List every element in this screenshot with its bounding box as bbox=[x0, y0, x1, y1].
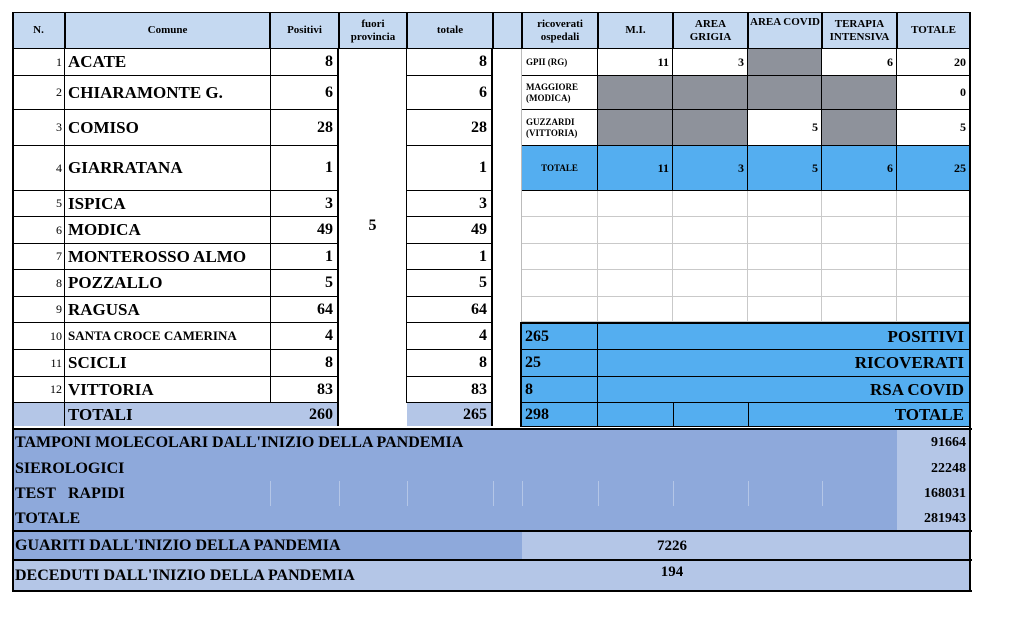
empty-cell bbox=[822, 270, 897, 297]
empty-cell bbox=[673, 270, 748, 297]
comune-name: POZZALLO bbox=[65, 270, 270, 297]
header-mi: M.I. bbox=[598, 12, 673, 49]
comune-positivi: 28 bbox=[270, 110, 339, 146]
row-number: 4 bbox=[12, 146, 65, 191]
empty-cell bbox=[748, 191, 822, 217]
hospital-ti bbox=[822, 110, 897, 146]
tamponi-totale-value: 281943 bbox=[897, 506, 970, 531]
row-number: 5 bbox=[12, 191, 65, 217]
comune-totale: 64 bbox=[407, 297, 493, 323]
row-number: 1 bbox=[12, 49, 65, 76]
comune-name: VITTORIA bbox=[65, 377, 270, 403]
tamponi-molecolari-fill bbox=[522, 430, 822, 456]
hospital-mi: 11 bbox=[598, 49, 673, 76]
comune-name: GIARRATANA bbox=[65, 146, 270, 191]
guariti-fill bbox=[822, 532, 897, 560]
test-label: TEST bbox=[12, 481, 65, 506]
hospital-tot: 20 bbox=[897, 49, 970, 76]
comune-positivi: 3 bbox=[270, 191, 339, 217]
summary-label: RICOVERATI bbox=[598, 350, 970, 377]
rapidi-cell bbox=[522, 481, 598, 506]
comune-positivi: 8 bbox=[270, 350, 339, 377]
hospital-tot: 25 bbox=[897, 146, 970, 191]
comune-name: SANTA CROCE CAMERINA bbox=[65, 323, 270, 350]
guariti-label: GUARITI DALL'INIZIO DELLA PANDEMIA bbox=[12, 532, 522, 560]
header-positivi: Positivi bbox=[270, 12, 339, 49]
header-totale: totale bbox=[407, 12, 493, 49]
comune-totale: 6 bbox=[407, 76, 493, 110]
rapidi-cell bbox=[598, 481, 673, 506]
rapidi-cell bbox=[407, 481, 493, 506]
sierologici-label: SIEROLOGICI bbox=[12, 456, 493, 481]
summary-left-border bbox=[520, 322, 522, 427]
tamponi-totale-gap bbox=[493, 506, 522, 531]
sierologici-fill2 bbox=[822, 456, 897, 481]
guariti-fill2 bbox=[897, 532, 970, 560]
sierologici-fill bbox=[522, 456, 822, 481]
empty-cell bbox=[598, 297, 673, 322]
empty-cell bbox=[748, 217, 822, 244]
empty-cell bbox=[522, 270, 598, 297]
header-spacer bbox=[493, 12, 522, 49]
comune-name: ACATE bbox=[65, 49, 270, 76]
tamponi-molecolari-fill2 bbox=[822, 430, 897, 456]
comune-totale: 49 bbox=[407, 217, 493, 244]
comune-totale: 8 bbox=[407, 49, 493, 76]
comune-positivi: 6 bbox=[270, 76, 339, 110]
empty-cell bbox=[897, 297, 970, 322]
comune-positivi: 4 bbox=[270, 323, 339, 350]
outer-bottom-border bbox=[12, 590, 972, 592]
header-area-covid: AREA COVID bbox=[748, 12, 822, 49]
summary-top-border bbox=[520, 322, 971, 324]
test-rapidi-value: 168031 bbox=[897, 481, 970, 506]
comune-name: MODICA bbox=[65, 217, 270, 244]
divider-tamponi bbox=[12, 428, 972, 430]
empty-cell bbox=[897, 191, 970, 217]
empty-cell bbox=[673, 217, 748, 244]
empty-cell bbox=[598, 217, 673, 244]
comune-name: COMISO bbox=[65, 110, 270, 146]
hospital-grigia: 3 bbox=[673, 146, 748, 191]
comune-totale: 83 bbox=[407, 377, 493, 403]
summary-label: RSA COVID bbox=[598, 377, 970, 403]
header-totale-ospedali: TOTALE bbox=[897, 12, 970, 49]
empty-cell bbox=[822, 217, 897, 244]
summary-label: TOTALE bbox=[598, 403, 970, 427]
divider-deceduti bbox=[12, 559, 972, 561]
empty-cell bbox=[673, 191, 748, 217]
empty-cell bbox=[598, 244, 673, 270]
comune-totale: 28 bbox=[407, 110, 493, 146]
hospital-covid: 5 bbox=[748, 146, 822, 191]
sierologici-gap bbox=[493, 456, 522, 481]
comune-positivi: 64 bbox=[270, 297, 339, 323]
outer-left-border bbox=[12, 12, 14, 592]
summary-divider bbox=[748, 403, 749, 427]
deceduti-fill2 bbox=[897, 561, 970, 591]
hospital-tot: 0 bbox=[897, 76, 970, 110]
comune-name: ISPICA bbox=[65, 191, 270, 217]
comune-totale: 3 bbox=[407, 191, 493, 217]
comune-name: CHIARAMONTE G. bbox=[65, 76, 270, 110]
comune-totale: 1 bbox=[407, 244, 493, 270]
comune-name: SCICLI bbox=[65, 350, 270, 377]
hospital-grigia: 3 bbox=[673, 49, 748, 76]
fuori-provincia-value: 5 bbox=[339, 49, 407, 403]
empty-cell bbox=[897, 270, 970, 297]
row-number: 10 bbox=[12, 323, 65, 350]
sierologici-value: 22248 bbox=[897, 456, 970, 481]
row-number: 12 bbox=[12, 377, 65, 403]
hospital-grigia bbox=[673, 76, 748, 110]
hospital-name: MAGGIORE (MODICA) bbox=[522, 76, 598, 110]
row-number: 6 bbox=[12, 217, 65, 244]
deceduti-label: DECEDUTI DALL'INIZIO DELLA PANDEMIA bbox=[12, 561, 522, 591]
comune-positivi: 5 bbox=[270, 270, 339, 297]
divider-guariti bbox=[12, 530, 972, 532]
hospital-name: GUZZARDI (VITTORIA) bbox=[522, 110, 598, 146]
hospital-ti: 6 bbox=[822, 49, 897, 76]
summary-value: 25 bbox=[522, 350, 598, 377]
empty-cell bbox=[673, 244, 748, 270]
header-comune: Comune bbox=[65, 12, 270, 49]
rapidi-cell bbox=[748, 481, 822, 506]
header-fuori-provincia: fuori provincia bbox=[339, 12, 407, 49]
empty-cell bbox=[897, 244, 970, 270]
outer-right-border bbox=[969, 12, 971, 592]
empty-cell bbox=[897, 217, 970, 244]
comune-positivi: 8 bbox=[270, 49, 339, 76]
header-area-grigia: AREA GRIGIA bbox=[673, 12, 748, 49]
hospital-mi bbox=[598, 76, 673, 110]
rapidi-cell bbox=[493, 481, 522, 506]
tamponi-totale-label: TOTALE bbox=[12, 506, 493, 531]
empty-cell bbox=[522, 244, 598, 270]
comune-totale: 8 bbox=[407, 350, 493, 377]
tamponi-molecolari-value: 91664 bbox=[897, 430, 970, 456]
empty-cell bbox=[522, 297, 598, 322]
rapidi-cell bbox=[822, 481, 897, 506]
row-number: 8 bbox=[12, 270, 65, 297]
tamponi-totale-fill2 bbox=[822, 506, 897, 531]
summary-divider bbox=[673, 403, 674, 427]
summary-value: 298 bbox=[522, 403, 598, 427]
comune-totale: 4 bbox=[407, 323, 493, 350]
summary-label: POSITIVI bbox=[598, 324, 970, 350]
rapidi-cell bbox=[270, 481, 339, 506]
totali-totale: 265 bbox=[407, 403, 493, 426]
row-number: 9 bbox=[12, 297, 65, 323]
comune-totale: 1 bbox=[407, 146, 493, 191]
hospital-name: GPII (RG) bbox=[522, 49, 598, 76]
spacer-column bbox=[493, 49, 522, 426]
hospital-ti bbox=[822, 76, 897, 110]
comune-positivi: 1 bbox=[270, 244, 339, 270]
header-terapia-intensiva: TERAPIA INTENSIVA bbox=[822, 12, 897, 49]
empty-cell bbox=[598, 270, 673, 297]
header-n: N. bbox=[12, 12, 65, 49]
hospital-mi: 11 bbox=[598, 146, 673, 191]
empty-cell bbox=[822, 244, 897, 270]
hospital-grigia bbox=[673, 110, 748, 146]
hospital-covid bbox=[748, 49, 822, 76]
empty-cell bbox=[748, 270, 822, 297]
row-number: 7 bbox=[12, 244, 65, 270]
empty-cell bbox=[598, 191, 673, 217]
rapidi-cell bbox=[339, 481, 407, 506]
deceduti-value: 194 bbox=[522, 561, 822, 591]
row-number: 2 bbox=[12, 76, 65, 110]
totali-fuori-cell bbox=[339, 403, 407, 426]
comune-totale: 5 bbox=[407, 270, 493, 297]
rapidi-cell bbox=[673, 481, 748, 506]
hospital-covid: 5 bbox=[748, 110, 822, 146]
hospital-tot: 5 bbox=[897, 110, 970, 146]
tamponi-totale-fill bbox=[522, 506, 822, 531]
empty-cell bbox=[522, 191, 598, 217]
hospital-name: TOTALE bbox=[522, 146, 598, 191]
comune-positivi: 1 bbox=[270, 146, 339, 191]
row-number: 3 bbox=[12, 110, 65, 146]
summary-value: 265 bbox=[522, 324, 598, 350]
totali-n-cell bbox=[12, 403, 65, 426]
empty-cell bbox=[822, 191, 897, 217]
empty-cell bbox=[673, 297, 748, 322]
hospital-covid bbox=[748, 76, 822, 110]
empty-cell bbox=[748, 297, 822, 322]
header-ricoverati: ricoverati ospedali bbox=[522, 12, 598, 49]
comune-positivi: 83 bbox=[270, 377, 339, 403]
comune-name: RAGUSA bbox=[65, 297, 270, 323]
deceduti-fill bbox=[822, 561, 897, 591]
tamponi-molecolari-label: TAMPONI MOLECOLARI DALL'INIZIO DELLA PANDEMIA bbox=[12, 430, 522, 456]
summary-value: 8 bbox=[522, 377, 598, 403]
rapidi-label: RAPIDI bbox=[65, 481, 270, 506]
comune-positivi: 49 bbox=[270, 217, 339, 244]
hospital-ti: 6 bbox=[822, 146, 897, 191]
row-number: 11 bbox=[12, 350, 65, 377]
guariti-value: 7226 bbox=[522, 532, 822, 560]
empty-cell bbox=[748, 244, 822, 270]
hospital-mi bbox=[598, 110, 673, 146]
comune-name: MONTEROSSO ALMO bbox=[65, 244, 270, 270]
empty-cell bbox=[522, 217, 598, 244]
empty-cell bbox=[822, 297, 897, 322]
totali-label: TOTALI bbox=[65, 403, 270, 426]
totali-positivi: 260 bbox=[270, 403, 339, 426]
